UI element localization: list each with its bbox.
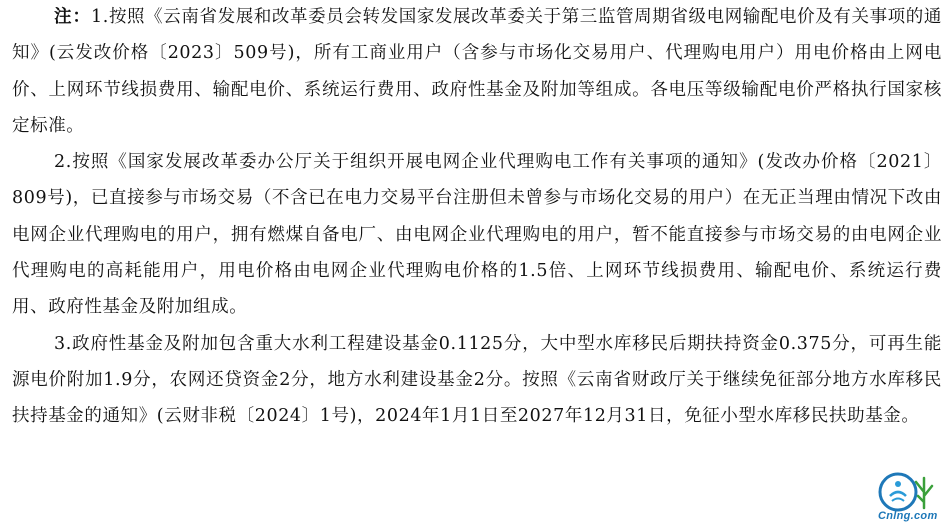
watermark-logo: [868, 468, 942, 526]
water-drop-logo-icon: [868, 468, 942, 514]
note-paragraph-1: [12, 0, 942, 144]
notes-section: [12, 0, 942, 435]
note-label: 注：: [54, 7, 92, 27]
note-paragraph-3: 3.政府性基金及附加包含重大水利工程建设基金0.1125分，大中型水库移民后期扶持资金0.375分，可再生能源电价附加1.9分，农网还贷资金2分，地方水利建设基金2分。按照《云南省财政厅关于继续免征部分地方水库移民扶持基金的通知》(云财非税〔2024〕1号)，2024年1月1日至2027年12月31日，免征小型水库移民扶助基金。: [12, 333, 942, 427]
note-paragraph-1-text: 1.按照《云南省发展和改革委员会转发国家发展改革委关于第三监管周期省级电网输配电价及有关事项的通知》(云发改价格〔2023〕509号)，所有工商业用户（含参与市场化交易用户、代理购电用户）用电价格由上网电价、上网环节线损费用、输配电价、系统运行费用、政府性基金及附加等组成。各电压等级输配电价严格执行国家核定标准。: [12, 7, 943, 136]
note-paragraph-2: 2.按照《国家发展改革委办公厅关于组织开展电网企业代理购电工作有关事项的通知》(发改办价格〔2021〕809号)，已直接参与市场交易（不含已在电力交易平台注册但未曾参与市场化交易的用户）在无正当理由情况下改由电网企业代理购电的用户，拥有燃煤自备电厂、由电网企业代理购电的用户，暂不能直接参与市场交易的由电网企业代理购电的高耗能用户，用电价格由电网企业代理购电价格的1.5倍、上网环节线损费用、输配电价、系统运行费用、政府性基金及附加组成。: [12, 152, 942, 318]
watermark-text: Cnlng.com: [878, 510, 938, 522]
